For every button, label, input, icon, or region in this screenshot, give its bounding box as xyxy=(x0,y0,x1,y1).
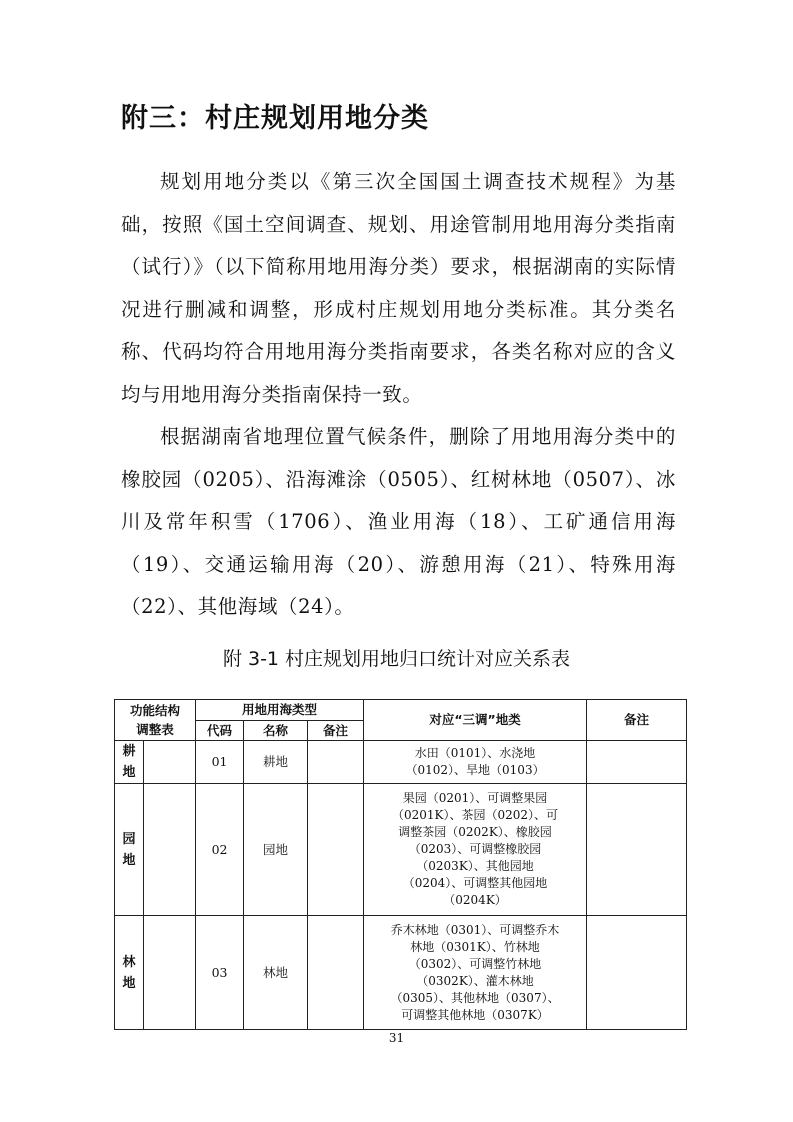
function-label-cell: 耕 地 xyxy=(115,741,144,784)
function-empty-cell xyxy=(144,784,196,916)
page-heading: 附三：村庄规划用地分类 xyxy=(121,103,429,134)
header-remark-2: 备注 xyxy=(587,700,687,741)
remark-cell xyxy=(308,916,364,1030)
table-header-row xyxy=(115,700,687,721)
remark2-cell xyxy=(587,784,687,916)
name-cell: 耕地 xyxy=(244,741,308,784)
function-empty-cell xyxy=(144,916,196,1030)
remark2-cell xyxy=(587,741,687,784)
table-title: 附 3-1 村庄规划用地归口统计对应关系表 xyxy=(222,648,571,670)
header-code: 代码 xyxy=(196,720,244,741)
land-use-table xyxy=(114,699,687,1030)
function-label-cell: 林 地 xyxy=(115,916,144,1030)
table-row xyxy=(115,916,687,1030)
name-cell: 林地 xyxy=(244,916,308,1030)
paragraph-2: 根据湖南省地理位置气候条件，删除了用地用海分类中的橡胶园（0205）、沿海滩涂（0505）、红树林地（0507）、冰川及常年积雪（1706）、渔业用海（18）、工矿通信用海（19）、交通运输用海（20）、游憩用海（21）、特殊用海（22）、其他海域（24）。 xyxy=(121,425,676,618)
table-row xyxy=(115,741,687,784)
function-label-cell: 园 地 xyxy=(115,784,144,916)
header-remark: 备注 xyxy=(308,720,364,741)
name-cell: 园地 xyxy=(244,784,308,916)
survey-class-cell: 水田（0101）、水浇地 （0102）、旱地（0103） xyxy=(364,741,587,784)
remark-cell xyxy=(308,741,364,784)
header-landuse-group: 用地用海类型 xyxy=(196,700,364,721)
survey-class-cell: 乔木林地（0301）、可调整乔木 林地（0301K）、竹林地 （0302）、可调整竹林地 （0302K）、灌木林地 （0305）、其他林地（0307）、 可调整其他林地（0307K） xyxy=(364,916,587,1030)
paragraph-1: 规划用地分类以《第三次全国国土调查技术规程》为基础，按照《国土空间调查、规划、用途管制用地用海分类指南（试行）》（以下简称用地用海分类）要求，根据湖南的实际情况进行删减和调整，形成村庄规划用地分类标准。其分类名称、代码均符合用地用海分类指南要求，各类名称对应的含义均与用地用海分类指南保持一致。 xyxy=(121,170,676,406)
table-row xyxy=(115,784,687,916)
code-cell: 01 xyxy=(196,741,244,784)
body-text xyxy=(121,161,676,629)
code-cell: 03 xyxy=(196,916,244,1030)
header-function-structure: 功能结构 调整表 xyxy=(115,700,196,741)
survey-class-cell: 果园（0201）、可调整果园 （0201K）、茶园（0202）、可 调整茶园（0202K）、橡胶园 （0203）、可调整橡胶园 （0203K）、其他园地 （0204）、可调整其他园地 （0204K） xyxy=(364,784,587,916)
function-empty-cell xyxy=(144,741,196,784)
page-number: 31 xyxy=(388,1031,405,1045)
code-cell: 02 xyxy=(196,784,244,916)
header-survey-class: 对应“三调”地类 xyxy=(364,700,587,741)
remark2-cell xyxy=(587,916,687,1030)
remark-cell xyxy=(308,784,364,916)
header-name: 名称 xyxy=(244,720,308,741)
